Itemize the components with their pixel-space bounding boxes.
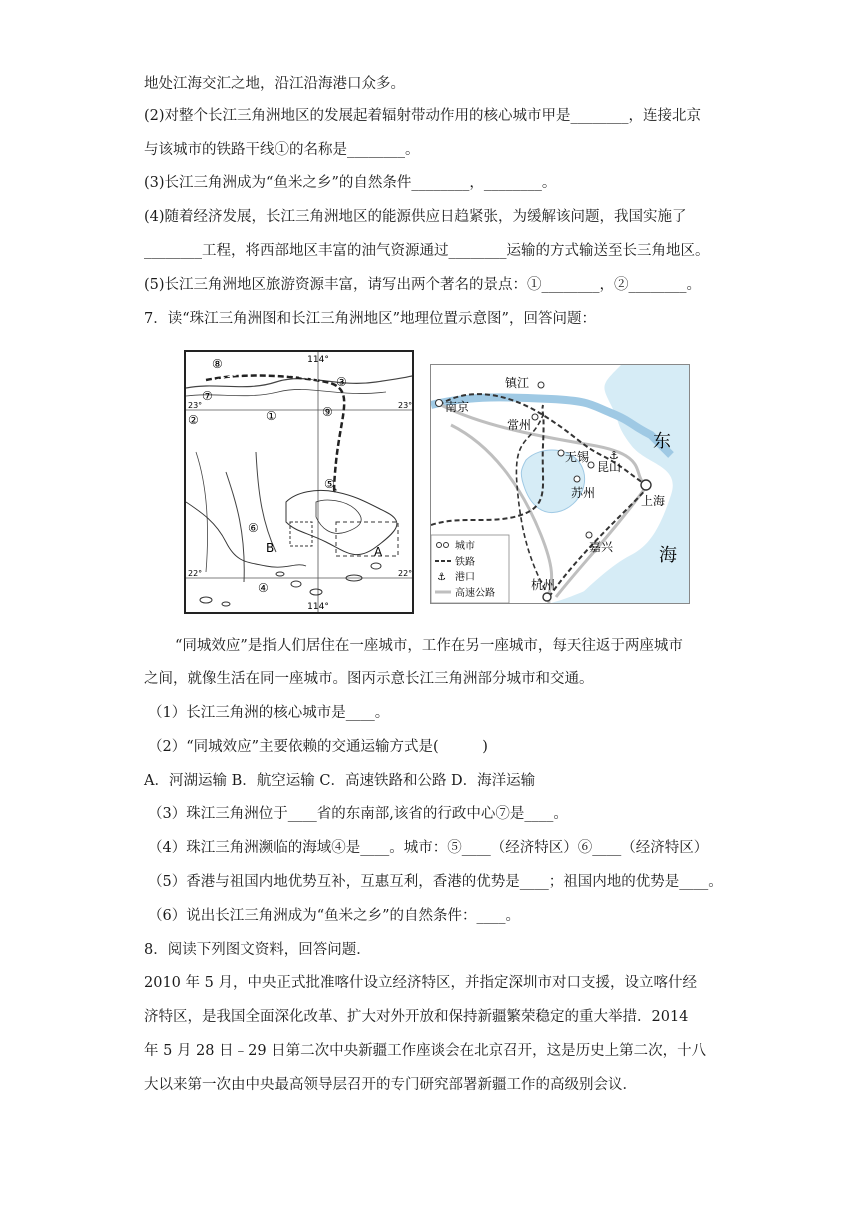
legend-city: 城市 bbox=[455, 541, 475, 552]
city-wuxi: 无锡 bbox=[565, 450, 590, 464]
q6-sub4-line-b: ________工程，将西部地区丰富的油气资源通过________运输的方式输送至长三角地区。 bbox=[144, 243, 710, 259]
marker-8: ⑧ bbox=[212, 357, 223, 371]
marker-1: ① bbox=[266, 409, 277, 423]
q6-text-line: 地处江海交汇之地，沿江沿海港口众多。 bbox=[144, 76, 405, 92]
city-zhenjiang: 镇江 bbox=[505, 376, 530, 390]
q7-title: 7．读“珠江三角洲图和长江三角洲地区”地理位置示意图”，回答问题： bbox=[144, 311, 596, 327]
q7-sub3: （3）珠江三角洲位于____省的东南部,该省的行政中心⑦是____。 bbox=[148, 806, 568, 822]
marker-3: ③ bbox=[336, 375, 347, 389]
q7-options: A．河湖运输 B．航空运输 C．高速铁路和公路 D．海洋运输 bbox=[144, 773, 536, 789]
lat-23-left: 23° bbox=[188, 401, 203, 410]
legend-railway: 铁路 bbox=[455, 557, 475, 568]
legend-port: 港口 bbox=[455, 572, 475, 583]
sea-label-2: 海 bbox=[659, 545, 677, 566]
q6-sub4-line-a: (4)随着经济发展，长江三角洲地区的能源供应日趋紧张，为缓解该问题，我国实施了 bbox=[144, 209, 687, 225]
city-kunshan: 昆山 bbox=[597, 460, 622, 474]
letter-b: B bbox=[266, 541, 275, 555]
legend-highway: 高速公路 bbox=[455, 588, 495, 599]
q7-sub5: （5）香港与祖国内地优势互补，互惠互利，香港的优势是____；祖国内地的优势是____。 bbox=[148, 874, 723, 890]
pearl-river-delta-map-drawing bbox=[186, 352, 412, 612]
lat-22-right: 22° bbox=[398, 569, 412, 578]
q6-sub2-line-b: 与该城市的铁路干线①的名称是________。 bbox=[144, 142, 420, 158]
yangtze-river-delta-map bbox=[430, 364, 690, 604]
marker-5: ⑤ bbox=[324, 477, 335, 491]
sea-label-1: 东 bbox=[653, 431, 671, 452]
q7-intro-line-a: “同城效应”是指人们居住在一座城市，工作在另一座城市，每天往返于两座城市 bbox=[175, 638, 683, 654]
q8-title: 8．阅读下列图文资料，回答问题． bbox=[144, 942, 371, 958]
q6-sub2-line-a: (2)对整个长江三角洲地区的发展起着辐射带动作用的核心城市甲是________，连接北京 bbox=[144, 108, 702, 124]
city-hangzhou: 杭州 bbox=[531, 578, 556, 592]
lon-label-top: 114° bbox=[307, 355, 329, 365]
city-suzhou: 苏州 bbox=[571, 486, 596, 500]
marker-2: ② bbox=[188, 413, 199, 427]
q8-para-line-4: 大以来第一次由中央最高领导层召开的专门研究部署新疆工作的高级别会议． bbox=[144, 1077, 637, 1093]
lat-23-right: 23° bbox=[398, 401, 412, 410]
marker-6: ⑥ bbox=[248, 521, 259, 535]
lon-label-bottom: 114° bbox=[307, 602, 329, 612]
q7-sub2: （2）“同城效应”主要依赖的交通运输方式是( ) bbox=[148, 739, 488, 755]
q8-para-line-2: 济特区，是我国全面深化改革、扩大对外开放和保持新疆繁荣稳定的重大举措．2014 bbox=[144, 1009, 689, 1025]
legend-anchor-icon: ⚓ bbox=[437, 572, 446, 583]
q7-sub1: （1）长江三角洲的核心城市是____。 bbox=[148, 705, 390, 721]
q7-sub4: （4）珠江三角洲濒临的海域④是____。城市：⑤____（经济特区）⑥____（经济特区） bbox=[148, 840, 709, 856]
city-shanghai: 上海 bbox=[641, 494, 666, 508]
yangtze-river-delta-map-drawing bbox=[431, 365, 689, 603]
letter-a: A bbox=[374, 545, 383, 559]
marker-4: ④ bbox=[258, 581, 269, 595]
q8-para-line-1: 2010 年 5 月，中央正式批准喀什设立经济特区，并指定深圳市对口支援，设立喀什经 bbox=[144, 975, 697, 991]
q7-intro-line-b: 之间，就像生活在同一座城市。图丙示意长江三角洲部分城市和交通。 bbox=[144, 671, 594, 687]
q7-figure bbox=[184, 350, 688, 612]
city-jiaxing: 嘉兴 bbox=[589, 540, 614, 554]
marker-7: ⑦ bbox=[202, 389, 213, 403]
q6-sub3: (3)长江三角洲成为“鱼米之乡”的自然条件________，________。 bbox=[144, 175, 557, 191]
lat-22-left: 22° bbox=[188, 569, 203, 578]
q7-sub6: （6）说出长江三角洲成为“鱼米之乡”的自然条件：____。 bbox=[148, 908, 521, 924]
q6-sub5: (5)长江三角洲地区旅游资源丰富，请写出两个著名的景点：①________，②________。 bbox=[144, 277, 702, 293]
q8-para-line-3: 年 5 月 28 日﹣29 日第二次中央新疆工作座谈会在北京召开，这是历史上第二次，十八 bbox=[144, 1043, 707, 1059]
port-anchor-icon: ⚓ bbox=[609, 449, 619, 462]
city-nanjing: 南京 bbox=[445, 400, 470, 414]
marker-9: ⑨ bbox=[322, 405, 333, 419]
pearl-river-delta-map bbox=[184, 350, 414, 614]
city-changzhou: 常州 bbox=[507, 418, 532, 432]
